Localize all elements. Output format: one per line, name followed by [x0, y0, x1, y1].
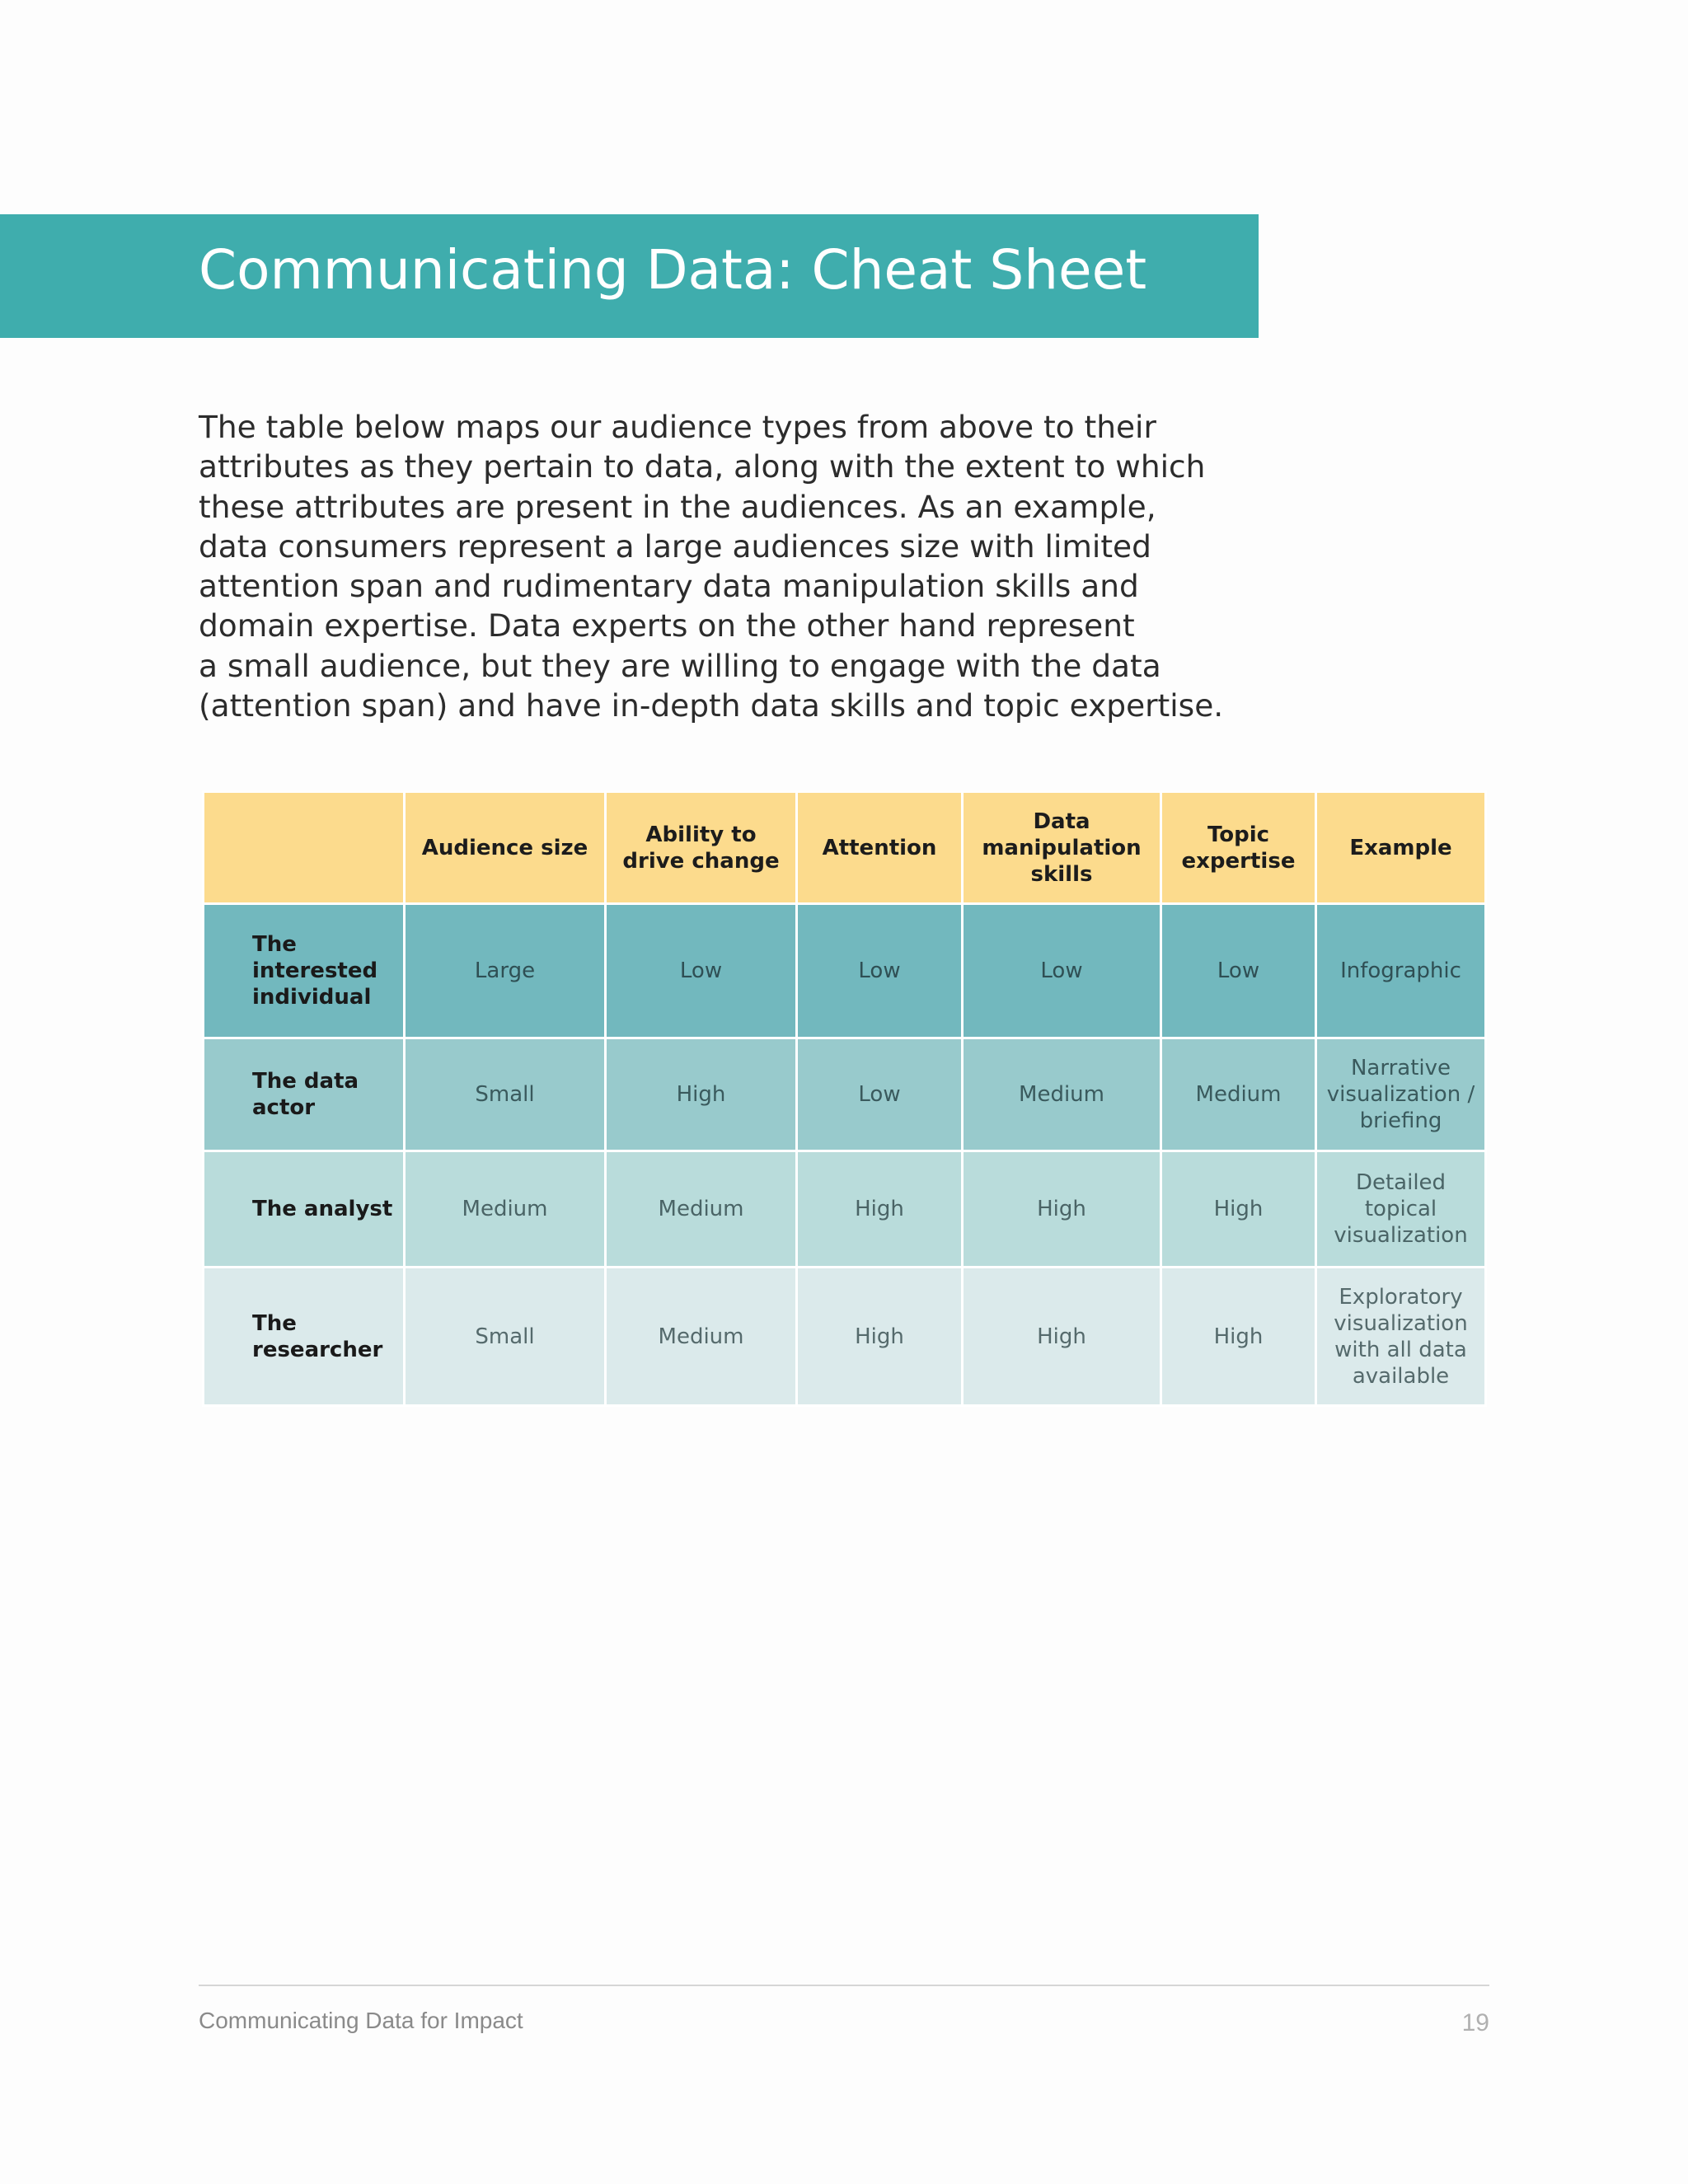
header-attention: Attention [797, 792, 963, 904]
table-cell: Medium [606, 1151, 797, 1268]
table-cell: Low [1161, 904, 1316, 1038]
table-cell: Narrative visualization / briefing [1316, 1038, 1486, 1151]
table-cell: Medium [1161, 1038, 1316, 1151]
intro-line: The table below maps our audience types from above to their [199, 409, 1156, 445]
table-cell: Large [405, 904, 606, 1038]
row-label: The analyst [204, 1151, 405, 1268]
table-cell: Low [606, 904, 797, 1038]
header-audience-size: Audience size [405, 792, 606, 904]
header-example: Example [1316, 792, 1486, 904]
page-number: 19 [1461, 2009, 1489, 2036]
table-row [204, 904, 1486, 1038]
table-cell: Small [405, 1268, 606, 1406]
table-cell: Low [963, 904, 1161, 1038]
intro-line: these attributes are present in the audiences. As an example, [199, 488, 1156, 525]
table-cell: High [1161, 1268, 1316, 1406]
page-title: Communicating Data: Cheat Sheet [199, 238, 1147, 302]
table-cell: High [963, 1151, 1161, 1268]
table-cell: Medium [606, 1268, 797, 1406]
header-topic-expertise: Topic expertise [1161, 792, 1316, 904]
table-cell: High [797, 1151, 963, 1268]
title-banner [0, 214, 1259, 338]
footer-publication-title: Communicating Data for Impact [199, 2008, 523, 2033]
table-cell: Low [797, 1038, 963, 1151]
cheat-sheet-table [202, 790, 1487, 1407]
table-cell: High [963, 1268, 1161, 1406]
table-cell: Exploratory visualization with all data available [1316, 1268, 1486, 1406]
table-row [204, 1038, 1486, 1151]
table-row [204, 1268, 1486, 1406]
intro-line: attributes as they pertain to data, along with the extent to which [199, 448, 1206, 485]
table-header-row [204, 792, 1486, 904]
row-label: The data actor [204, 1038, 405, 1151]
intro-line: attention span and rudimentary data manipulation skills and [199, 568, 1139, 605]
header-cell-empty [204, 792, 405, 904]
table-cell: Infographic [1316, 904, 1486, 1038]
header-ability-to-drive-change: Ability to drive change [606, 792, 797, 904]
table-cell: Small [405, 1038, 606, 1151]
table-cell: Medium [963, 1038, 1161, 1151]
footer-divider [199, 1985, 1489, 1986]
table-cell: High [797, 1268, 963, 1406]
table-cell: Detailed topical visualization [1316, 1151, 1486, 1268]
row-label: The researcher [204, 1268, 405, 1406]
table-cell: High [606, 1038, 797, 1151]
row-label: The interested individual [204, 904, 405, 1038]
table-cell: Low [797, 904, 963, 1038]
intro-line: a small audience, but they are willing to engage with the data [199, 647, 1161, 684]
intro-line: domain expertise. Data experts on the other hand represent [199, 607, 1135, 644]
table-cell: High [1161, 1151, 1316, 1268]
intro-line: (attention span) and have in-depth data skills and topic expertise. [199, 687, 1224, 724]
table-cell: Medium [405, 1151, 606, 1268]
intro-paragraph [199, 407, 1270, 725]
table-row [204, 1151, 1486, 1268]
header-data-manipulation-skills: Data manipulation skills [963, 792, 1161, 904]
intro-line: data consumers represent a large audiences size with limited [199, 527, 1151, 565]
